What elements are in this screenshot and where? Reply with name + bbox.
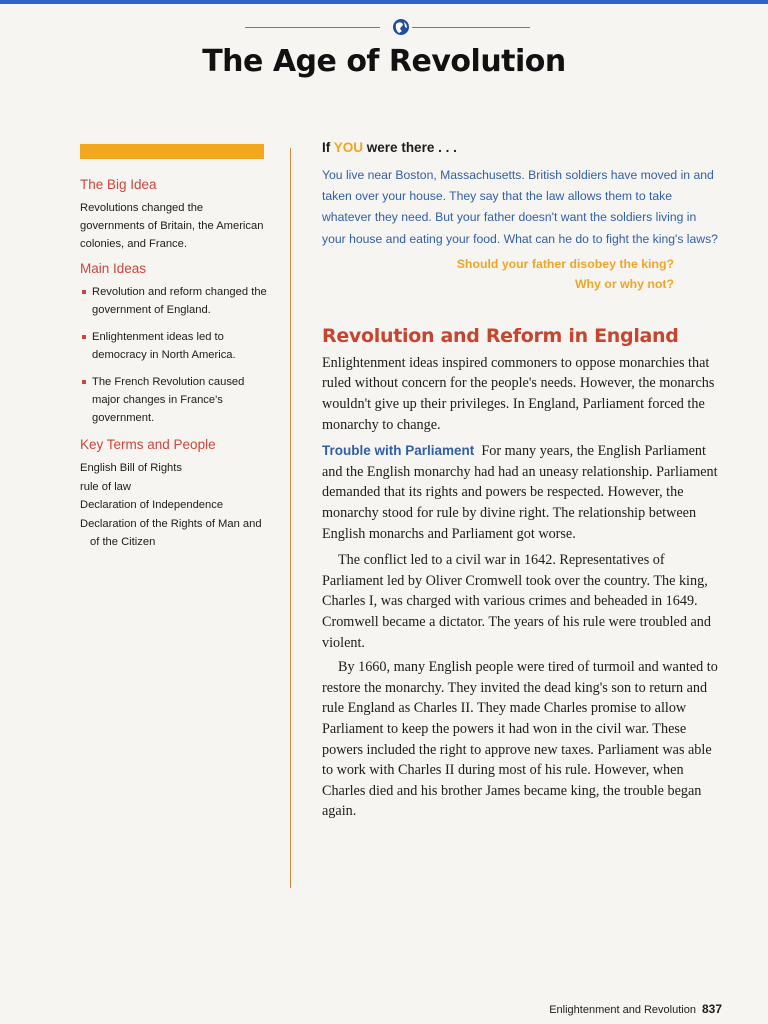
scenario-text: You live near Boston, Massachusetts. British soldiers have moved in and taken over your house. They say that the law allows them to take whatever they need. But your father doesn't want the soldiers living in your house and eating your food. What can he do to fight the king's laws?: [322, 168, 718, 246]
were-there-word: were there . . .: [366, 140, 457, 155]
key-term-item: English Bill of Rights: [80, 462, 182, 474]
key-terms-heading: Key Terms and People: [80, 437, 216, 452]
main-column: [322, 140, 722, 826]
page-number: 837: [701, 1002, 722, 1016]
big-idea-heading: The Big Idea: [80, 177, 157, 192]
main-idea-item: Enlightenment ideas led to democracy in North America.: [80, 328, 270, 364]
if-you-were-there-heading: [322, 140, 722, 155]
section-heading: Revolution and Reform in England: [322, 324, 679, 347]
you-word: YOU: [333, 140, 364, 155]
paragraph-3: By 1660, many English people were tired of turmoil and wanted to restore the monarchy. They invited the dead king's son to return and rule England as Charles II. They made Charles promise to allow Parliament to keep the powers it had won in the civil war. These powers included the right to approve new taxes. Parliament was able to work with Charles II during most of his rule. However, when Charles died and his brother James became king, the trouble began again.: [322, 659, 718, 820]
paragraph-2: The conflict led to a civil war in 1642. Representatives of Parliament led by Oliver Cromwell took over the country. The king, Charles I, was charged with various crimes and beheaded in 1649. Cromwell became a dictator. The years of his rule were troubled and violent.: [322, 552, 711, 651]
page-title: The Age of Revolution: [202, 44, 566, 79]
footer-text: Enlightenment and Revolution: [549, 1004, 696, 1016]
main-ideas-list: [80, 283, 270, 427]
paragraph-1-text: For many years, the English Parliament and the English monarchy had had an uneasy relationship. Parliament demanded that its rights and powers be respected. However, the monarchy stood for rule by divine right. The relationship between English monarchs and Parliament got worse.: [322, 443, 718, 542]
column-divider: [290, 148, 291, 888]
big-idea-text: Revolutions changed the governments of Britain, the American colonies, and France.: [80, 202, 264, 250]
question-line-1: Should your father disobey the king?: [456, 256, 674, 271]
sidebar: [80, 144, 270, 552]
globe-icon: [390, 17, 412, 37]
key-terms-list: [80, 459, 270, 552]
section-intro: Enlightenment ideas inspired commoners to oppose monarchies that ruled without concern for the people's needs. However, the monarchs wouldn't give up their privileges. In England, Parliament forced the monarchy to change.: [322, 354, 715, 433]
sidebar-accent-bar: [80, 144, 264, 159]
question-line-2: Why or why not?: [574, 277, 674, 292]
title-rule-left: [245, 27, 380, 28]
scenario-question: [322, 254, 674, 295]
subhead-trouble-with-parliament: Trouble with Parliament: [322, 443, 475, 459]
main-idea-item: Revolution and reform changed the government of England.: [80, 283, 270, 319]
paragraph-1: [322, 441, 722, 544]
key-term-item: Declaration of Independence: [80, 499, 224, 511]
top-border: [0, 0, 768, 4]
page-footer: [549, 1002, 722, 1016]
key-term-item: Declaration of the Rights of Man and of the Citizen: [80, 517, 262, 548]
if-word: If: [322, 140, 331, 155]
title-rule-right: [412, 27, 530, 28]
main-idea-item: The French Revolution caused major changes in France's government.: [80, 373, 270, 427]
key-term-item: rule of law: [80, 480, 131, 493]
main-ideas-heading: Main Ideas: [80, 261, 147, 276]
